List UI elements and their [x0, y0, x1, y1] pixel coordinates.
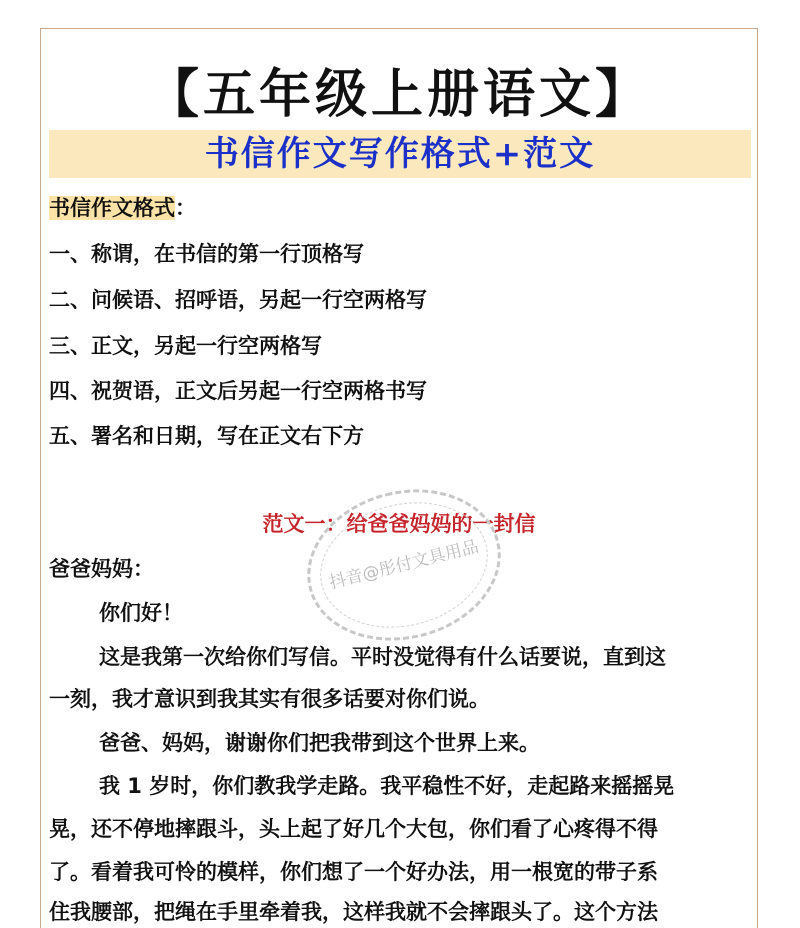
letter-paragraph-line: 了。看着我可怜的模样，你们想了一个好办法，用一根宽的带子系 — [49, 860, 658, 884]
format-section-heading — [49, 193, 196, 223]
format-item-1: 一、称谓，在书信的第一行顶格写 — [49, 242, 364, 266]
subtitle-banner — [49, 130, 751, 178]
format-item-4: 四、祝贺语，正文后另起一行空两格书写 — [49, 379, 427, 403]
format-heading-colon: ： — [175, 196, 196, 220]
letter-paragraph-line: 住我腰部，把绳在手里牵着我，这样我就不会摔跟头了。这个方法 — [49, 900, 658, 924]
letter-paragraph-line: 晃，还不停地摔跟斗，头上起了好几个大包，你们看了心疼得不得 — [49, 817, 658, 841]
letter-paragraph-line: 爸爸、妈妈，谢谢你们把我带到这个世界上来。 — [99, 731, 540, 755]
letter-salutation: 爸爸妈妈： — [49, 557, 154, 581]
format-heading-highlight: 书信作文格式 — [49, 196, 175, 220]
letter-paragraph-line: 我 1 岁时，你们教我学走路。我平稳性不好，走起路来摇摇晃 — [99, 774, 675, 798]
document-page — [40, 28, 758, 928]
watermark-text: 抖音@彤付文具用品 — [327, 536, 481, 594]
letter-paragraph-line: 这是我第一次给你们写信。平时没觉得有什么话要说，直到这 — [99, 645, 666, 669]
sample-essay-title: 范文一：给爸爸妈妈的一封信 — [262, 512, 536, 536]
letter-greeting: 你们好！ — [99, 601, 183, 625]
format-item-3: 三、正文，另起一行空两格写 — [49, 334, 322, 358]
page-subtitle: 书信作文写作格式+范文 — [204, 134, 596, 174]
letter-paragraph-line: 一刻，我才意识到我其实有很多话要对你们说。 — [49, 687, 490, 711]
format-item-5: 五、署名和日期，写在正文右下方 — [49, 424, 364, 448]
page-title: 【五年级上册语文】 — [146, 64, 651, 125]
format-item-2: 二、问候语、招呼语，另起一行空两格写 — [49, 288, 427, 312]
